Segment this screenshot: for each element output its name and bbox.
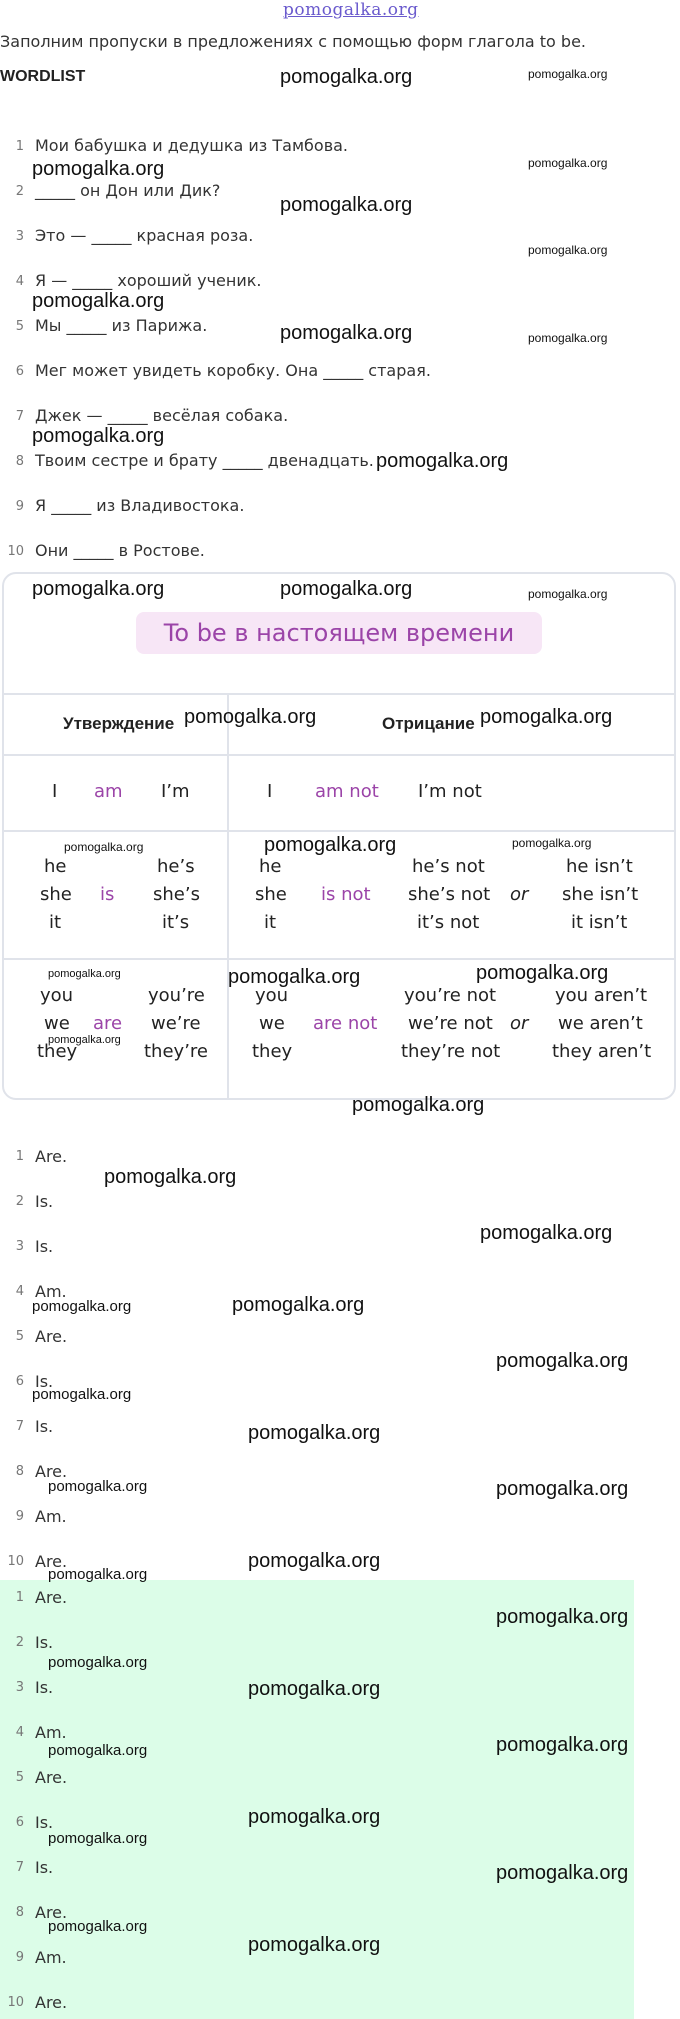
watermark: pomogalka.org xyxy=(32,1386,132,1403)
table-cell: are xyxy=(93,1013,123,1034)
table-cell: he’s not xyxy=(412,856,485,877)
table-cell: it xyxy=(264,912,277,933)
or-label: or xyxy=(510,884,529,905)
column-header-affirmative: Утверждение xyxy=(63,714,175,733)
item-text: Is. xyxy=(35,1372,54,1391)
item-number: 4 xyxy=(15,1284,24,1299)
watermark: pomogalka.org xyxy=(480,706,613,728)
table-cell: we xyxy=(259,1013,285,1034)
item-number: 1 xyxy=(15,139,24,154)
watermark: pomogalka.org xyxy=(48,1830,148,1847)
watermark: pomogalka.org xyxy=(280,194,413,216)
table-title: To be в настоящем времени xyxy=(136,612,542,654)
item-number: 1 xyxy=(15,1590,24,1605)
item-text: Are. xyxy=(35,1462,68,1481)
watermark: pomogalka.org xyxy=(248,1806,381,1828)
table-cell: you xyxy=(40,985,74,1006)
column-header-negative: Отрицание xyxy=(382,714,475,733)
table-cell: you’re not xyxy=(404,985,497,1006)
watermark: pomogalka.org xyxy=(248,1934,381,1956)
item-number: 10 xyxy=(7,544,24,559)
item-number: 10 xyxy=(7,1554,24,1569)
watermark: pomogalka.org xyxy=(184,706,317,728)
item-text: Твоим сестре и брату _____ двенадцать. xyxy=(35,451,374,470)
watermark: pomogalka.org xyxy=(32,290,165,312)
watermark: pomogalka.org xyxy=(528,331,608,345)
table-cell: it’s not xyxy=(417,912,480,933)
divider xyxy=(227,693,229,1100)
watermark: pomogalka.org xyxy=(528,156,608,170)
table-cell: they xyxy=(37,1041,78,1062)
divider xyxy=(2,958,676,960)
watermark: pomogalka.org xyxy=(496,1478,629,1500)
table-cell: am xyxy=(94,781,123,802)
site-logo[interactable]: pomogalka.org xyxy=(283,0,419,20)
watermark: pomogalka.org xyxy=(352,1094,485,1116)
item-text: Мы _____ из Парижа. xyxy=(35,316,208,335)
table-cell: he xyxy=(259,856,282,877)
item-number: 7 xyxy=(15,1860,24,1875)
item-number: 5 xyxy=(15,319,24,334)
divider xyxy=(2,693,676,695)
watermark: pomogalka.org xyxy=(48,968,121,980)
item-text: Is. xyxy=(35,1858,54,1877)
watermark: pomogalka.org xyxy=(528,67,608,81)
item-number: 2 xyxy=(15,1635,24,1650)
item-number: 5 xyxy=(15,1329,24,1344)
item-text: _____ он Дон или Дик? xyxy=(35,181,221,200)
item-text: Джек — _____ весёлая собака. xyxy=(35,406,289,425)
item-number: 8 xyxy=(15,454,24,469)
item-text: Are. xyxy=(35,1768,68,1787)
item-number: 7 xyxy=(15,1419,24,1434)
item-text: Я _____ из Владивостока. xyxy=(35,496,245,515)
watermark: pomogalka.org xyxy=(104,1166,237,1188)
watermark: pomogalka.org xyxy=(232,1294,365,1316)
watermark: pomogalka.org xyxy=(32,425,165,447)
item-number: 6 xyxy=(15,364,24,379)
item-text: Они _____ в Ростове. xyxy=(35,541,205,560)
item-text: Is. xyxy=(35,1192,54,1211)
item-number: 10 xyxy=(7,1995,24,2010)
watermark: pomogalka.org xyxy=(476,962,609,984)
watermark: pomogalka.org xyxy=(248,1550,381,1572)
watermark: pomogalka.org xyxy=(48,1918,148,1935)
table-cell: are not xyxy=(313,1013,378,1034)
item-text: Is. xyxy=(35,1237,54,1256)
item-number: 8 xyxy=(15,1464,24,1479)
watermark: pomogalka.org xyxy=(512,836,592,850)
item-text: Are. xyxy=(35,1147,68,1166)
item-number: 6 xyxy=(15,1374,24,1389)
watermark: pomogalka.org xyxy=(32,158,165,180)
table-cell: it isn’t xyxy=(571,912,628,933)
instruction-text: Заполним пропуски в предложениях с помощью форм глагола to be. xyxy=(0,32,586,51)
item-number: 9 xyxy=(15,499,24,514)
item-number: 9 xyxy=(15,1509,24,1524)
watermark: pomogalka.org xyxy=(48,1654,148,1671)
watermark: pomogalka.org xyxy=(48,1034,121,1046)
item-number: 3 xyxy=(15,229,24,244)
table-cell: they aren’t xyxy=(552,1041,652,1062)
table-cell: you’re xyxy=(148,985,205,1006)
item-text: Am. xyxy=(35,1723,67,1742)
item-text: Am. xyxy=(35,1507,67,1526)
item-number: 6 xyxy=(15,1815,24,1830)
item-number: 3 xyxy=(15,1680,24,1695)
watermark: pomogalka.org xyxy=(280,578,413,600)
divider xyxy=(2,754,676,756)
item-text: Am. xyxy=(35,1282,67,1301)
table-cell: is not xyxy=(321,884,371,905)
table-cell: you xyxy=(255,985,289,1006)
watermark: pomogalka.org xyxy=(376,450,509,472)
table-cell: they’re xyxy=(144,1041,208,1062)
item-text: Are. xyxy=(35,1588,68,1607)
table-cell: she isn’t xyxy=(562,884,639,905)
item-text: Is. xyxy=(35,1813,54,1832)
item-text: Are. xyxy=(35,1327,68,1346)
table-cell: he isn’t xyxy=(566,856,633,877)
watermark: pomogalka.org xyxy=(48,1566,148,1583)
watermark: pomogalka.org xyxy=(496,1606,629,1628)
watermark: pomogalka.org xyxy=(480,1222,613,1244)
watermark: pomogalka.org xyxy=(248,1678,381,1700)
item-number: 5 xyxy=(15,1770,24,1785)
watermark: pomogalka.org xyxy=(528,243,608,257)
item-text: Is. xyxy=(35,1678,54,1697)
watermark: pomogalka.org xyxy=(48,1478,148,1495)
item-text: Are. xyxy=(35,1993,68,2012)
item-text: Я — _____ хороший ученик. xyxy=(35,271,262,290)
table-cell: you aren’t xyxy=(555,985,648,1006)
table-cell: we’re not xyxy=(408,1013,493,1034)
watermark: pomogalka.org xyxy=(64,840,144,854)
table-cell: he xyxy=(44,856,67,877)
table-cell: she xyxy=(255,884,287,905)
table-cell: she’s not xyxy=(408,884,491,905)
item-text: Is. xyxy=(35,1417,54,1436)
watermark: pomogalka.org xyxy=(228,966,361,988)
table-cell: they xyxy=(252,1041,293,1062)
item-number: 9 xyxy=(15,1950,24,1965)
item-text: Is. xyxy=(35,1633,54,1652)
table-cell: we aren’t xyxy=(558,1013,643,1034)
watermark: pomogalka.org xyxy=(496,1862,629,1884)
table-cell: I’m xyxy=(161,781,190,802)
watermark: pomogalka.org xyxy=(32,1298,132,1315)
table-cell: it xyxy=(49,912,62,933)
table-cell: we xyxy=(44,1013,70,1034)
item-text: Это — _____ красная роза. xyxy=(35,226,254,245)
wordlist-label[interactable]: WORDLIST xyxy=(0,68,86,85)
item-number: 4 xyxy=(15,274,24,289)
table-cell: he’s xyxy=(157,856,195,877)
item-number: 4 xyxy=(15,1725,24,1740)
item-number: 7 xyxy=(15,409,24,424)
watermark: pomogalka.org xyxy=(496,1350,629,1372)
table-cell: is xyxy=(100,884,115,905)
or-label: or xyxy=(510,1013,529,1034)
item-number: 2 xyxy=(15,1194,24,1209)
watermark: pomogalka.org xyxy=(264,834,397,856)
item-text: Am. xyxy=(35,1948,67,1967)
item-text: Мои бабушка и дедушка из Тамбова. xyxy=(35,136,349,155)
watermark: pomogalka.org xyxy=(280,66,413,88)
table-cell: it’s xyxy=(162,912,190,933)
item-text: Are. xyxy=(35,1552,68,1571)
watermark: pomogalka.org xyxy=(48,1742,148,1759)
table-cell: I xyxy=(52,781,58,802)
watermark: pomogalka.org xyxy=(280,322,413,344)
table-cell: I’m not xyxy=(418,781,482,802)
table-cell: I xyxy=(267,781,273,802)
item-number: 1 xyxy=(15,1149,24,1164)
item-number: 8 xyxy=(15,1905,24,1920)
table-cell: they’re not xyxy=(401,1041,501,1062)
item-number: 2 xyxy=(15,184,24,199)
table-cell: am not xyxy=(315,781,379,802)
divider xyxy=(2,830,676,832)
watermark: pomogalka.org xyxy=(528,587,608,601)
item-text: Мег может увидеть коробку. Она _____ старая. xyxy=(35,361,431,380)
table-cell: she’s xyxy=(153,884,200,905)
table-cell: she xyxy=(40,884,72,905)
item-text: Are. xyxy=(35,1903,68,1922)
item-number: 3 xyxy=(15,1239,24,1254)
table-cell: we’re xyxy=(151,1013,201,1034)
watermark: pomogalka.org xyxy=(32,578,165,600)
watermark: pomogalka.org xyxy=(496,1734,629,1756)
watermark: pomogalka.org xyxy=(248,1422,381,1444)
